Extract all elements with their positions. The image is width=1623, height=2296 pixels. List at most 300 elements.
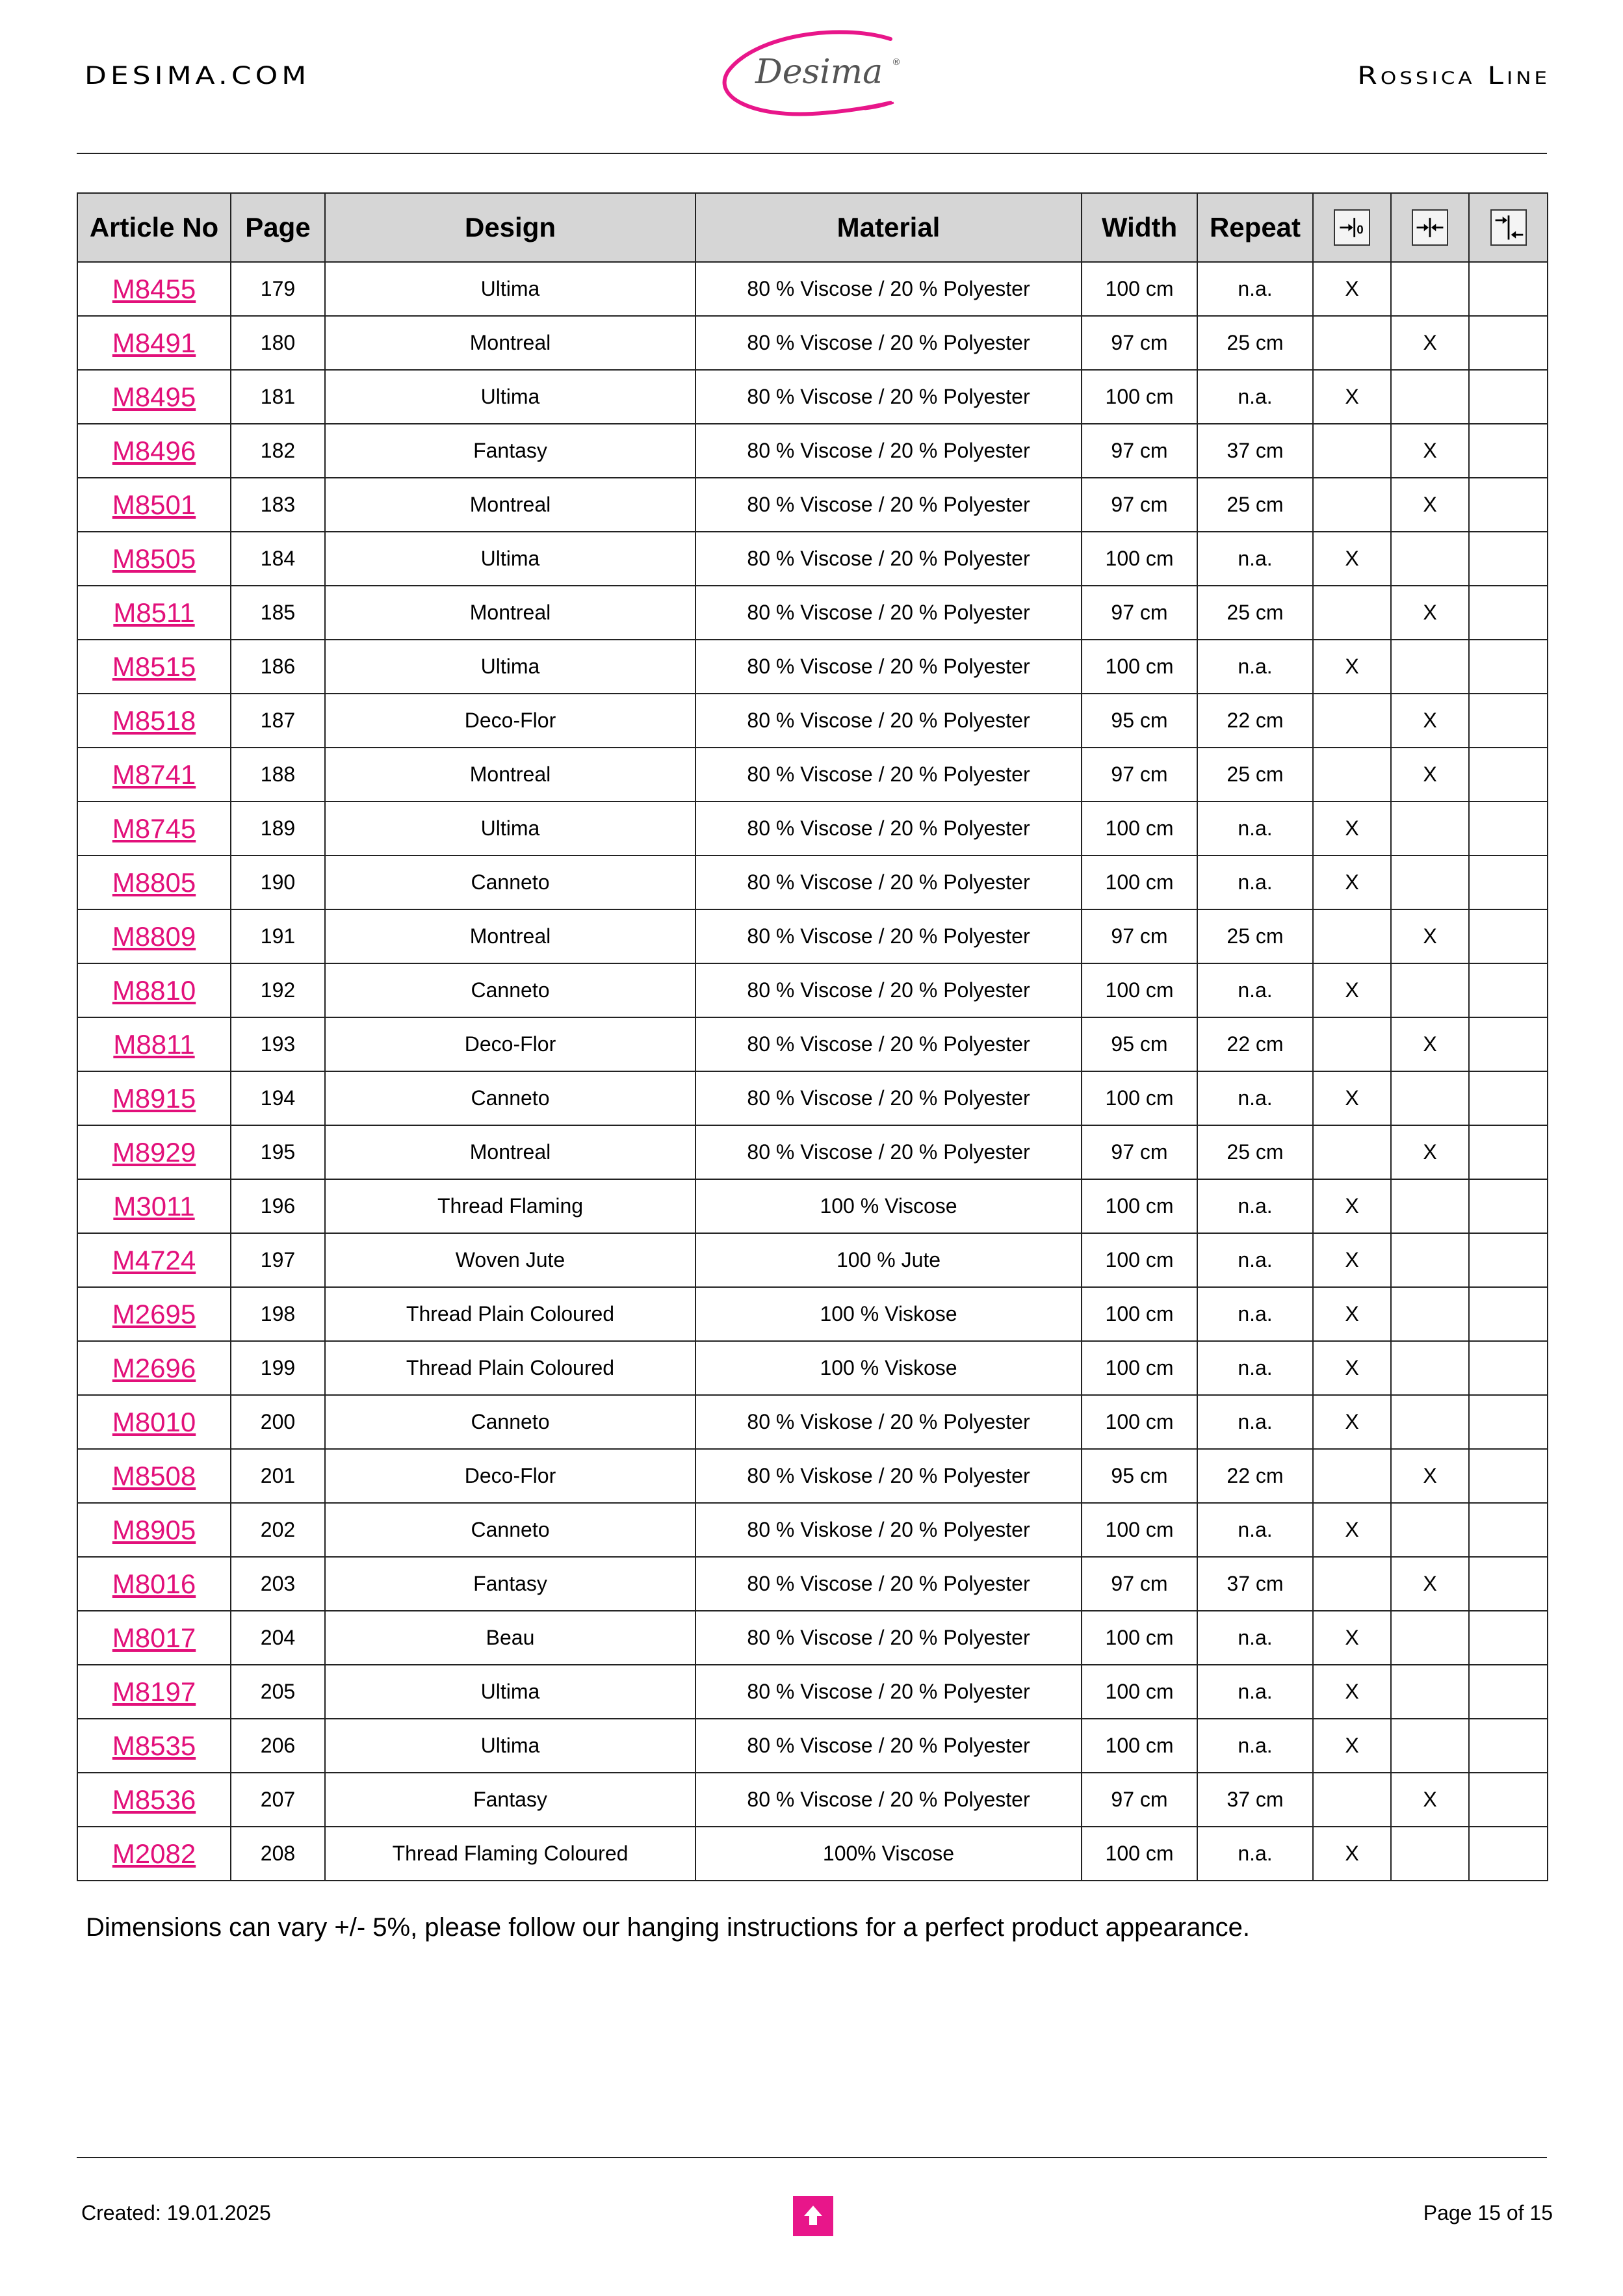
cell-repeat: 22 cm bbox=[1197, 1449, 1313, 1503]
cell-design: Montreal bbox=[325, 586, 695, 640]
cell-width: 100 cm bbox=[1082, 262, 1197, 316]
cell-straight-repeat-mark: X bbox=[1391, 316, 1469, 370]
cell-article-no bbox=[77, 1449, 231, 1503]
article-link[interactable]: M2082 bbox=[112, 1838, 196, 1869]
cell-design: Ultima bbox=[325, 1665, 695, 1719]
table-row bbox=[77, 370, 1548, 424]
cell-design: Canneto bbox=[325, 855, 695, 909]
cell-design: Ultima bbox=[325, 532, 695, 586]
svg-text:0: 0 bbox=[1357, 222, 1364, 237]
cell-no-repeat-mark bbox=[1313, 909, 1391, 963]
cell-design: Ultima bbox=[325, 1719, 695, 1773]
cell-repeat: n.a. bbox=[1197, 262, 1313, 316]
cell-no-repeat-mark: X bbox=[1313, 1503, 1391, 1557]
table-row bbox=[77, 586, 1548, 640]
cell-half-drop-mark bbox=[1469, 694, 1548, 748]
cell-repeat: n.a. bbox=[1197, 640, 1313, 694]
cell-design: Montreal bbox=[325, 909, 695, 963]
table-row bbox=[77, 748, 1548, 802]
cell-no-repeat-mark: X bbox=[1313, 1287, 1391, 1341]
cell-material: 100 % Viscose bbox=[695, 1179, 1082, 1233]
article-link[interactable]: M8496 bbox=[112, 435, 196, 466]
article-link[interactable]: M8805 bbox=[112, 867, 196, 898]
cell-half-drop-mark bbox=[1469, 316, 1548, 370]
cell-repeat: 22 cm bbox=[1197, 1017, 1313, 1071]
cell-article-no bbox=[77, 1179, 231, 1233]
article-link[interactable]: M8455 bbox=[112, 273, 196, 304]
cell-article-no bbox=[77, 1233, 231, 1287]
cell-page: 198 bbox=[231, 1287, 325, 1341]
cell-width: 100 cm bbox=[1082, 1233, 1197, 1287]
cell-material: 80 % Viscose / 20 % Polyester bbox=[695, 478, 1082, 532]
cell-page: 185 bbox=[231, 586, 325, 640]
arrow-up-icon bbox=[793, 2196, 833, 2236]
svg-text:®: ® bbox=[892, 57, 901, 68]
article-link[interactable]: M8741 bbox=[112, 759, 196, 790]
article-link[interactable]: M8515 bbox=[112, 651, 196, 682]
table-row bbox=[77, 1287, 1548, 1341]
table-row bbox=[77, 1341, 1548, 1395]
cell-material: 100% Viscose bbox=[695, 1827, 1082, 1881]
cell-repeat: n.a. bbox=[1197, 1341, 1313, 1395]
cell-design: Canneto bbox=[325, 1395, 695, 1449]
cell-repeat: 25 cm bbox=[1197, 909, 1313, 963]
article-link[interactable]: M2696 bbox=[112, 1352, 196, 1383]
cell-page: 202 bbox=[231, 1503, 325, 1557]
table-row bbox=[77, 963, 1548, 1017]
cell-page: 184 bbox=[231, 532, 325, 586]
cell-repeat: 25 cm bbox=[1197, 316, 1313, 370]
cell-straight-repeat-mark: X bbox=[1391, 1017, 1469, 1071]
article-link[interactable]: M8518 bbox=[112, 705, 196, 736]
cell-no-repeat-mark bbox=[1313, 1557, 1391, 1611]
cell-repeat: n.a. bbox=[1197, 1395, 1313, 1449]
cell-straight-repeat-mark bbox=[1391, 1827, 1469, 1881]
page-number: Page 15 of 15 bbox=[1423, 2201, 1553, 2224]
cell-repeat: n.a. bbox=[1197, 532, 1313, 586]
cell-material: 80 % Viscose / 20 % Polyester bbox=[695, 963, 1082, 1017]
cell-repeat: n.a. bbox=[1197, 963, 1313, 1017]
cell-width: 97 cm bbox=[1082, 1773, 1197, 1827]
cell-article-no bbox=[77, 802, 231, 855]
cell-page: 182 bbox=[231, 424, 325, 478]
cell-material: 80 % Viscose / 20 % Polyester bbox=[695, 532, 1082, 586]
article-link[interactable]: M8501 bbox=[112, 489, 196, 520]
cell-article-no bbox=[77, 1503, 231, 1557]
cell-straight-repeat-mark bbox=[1391, 1503, 1469, 1557]
straight-repeat-icon bbox=[1412, 209, 1448, 246]
table-row bbox=[77, 1017, 1548, 1071]
cell-design: Thread Plain Coloured bbox=[325, 1341, 695, 1395]
cell-straight-repeat-mark: X bbox=[1391, 909, 1469, 963]
cell-straight-repeat-mark: X bbox=[1391, 1773, 1469, 1827]
cell-straight-repeat-mark bbox=[1391, 963, 1469, 1017]
cell-repeat: 25 cm bbox=[1197, 586, 1313, 640]
cell-straight-repeat-mark: X bbox=[1391, 748, 1469, 802]
header-divider bbox=[77, 153, 1547, 154]
cell-article-no bbox=[77, 694, 231, 748]
cell-material: 80 % Viskose / 20 % Polyester bbox=[695, 1395, 1082, 1449]
cell-repeat: n.a. bbox=[1197, 1233, 1313, 1287]
cell-repeat: n.a. bbox=[1197, 1611, 1313, 1665]
cell-width: 97 cm bbox=[1082, 1125, 1197, 1179]
article-link[interactable]: M8810 bbox=[112, 974, 196, 1006]
cell-no-repeat-mark bbox=[1313, 1017, 1391, 1071]
table-row bbox=[77, 478, 1548, 532]
cell-width: 100 cm bbox=[1082, 640, 1197, 694]
cell-half-drop-mark bbox=[1469, 1719, 1548, 1773]
cell-half-drop-mark bbox=[1469, 424, 1548, 478]
article-link[interactable]: M8016 bbox=[112, 1568, 196, 1599]
cell-no-repeat-mark: X bbox=[1313, 532, 1391, 586]
cell-width: 100 cm bbox=[1082, 1341, 1197, 1395]
cell-straight-repeat-mark bbox=[1391, 1179, 1469, 1233]
cell-page: 188 bbox=[231, 748, 325, 802]
site-name: DESIMA.COM bbox=[84, 62, 311, 90]
cell-half-drop-mark bbox=[1469, 1017, 1548, 1071]
cell-no-repeat-mark bbox=[1313, 1125, 1391, 1179]
cell-article-no bbox=[77, 855, 231, 909]
header-width: Width bbox=[1082, 193, 1197, 262]
cell-no-repeat-mark: X bbox=[1313, 1665, 1391, 1719]
header-page: Page bbox=[231, 193, 325, 262]
cell-straight-repeat-mark bbox=[1391, 1071, 1469, 1125]
product-line-name: Rossica Line bbox=[1357, 62, 1550, 90]
cell-straight-repeat-mark bbox=[1391, 1395, 1469, 1449]
cell-straight-repeat-mark bbox=[1391, 1665, 1469, 1719]
article-table bbox=[77, 192, 1548, 1881]
created-date: Created: 19.01.2025 bbox=[81, 2201, 271, 2224]
cell-article-no bbox=[77, 909, 231, 963]
cell-half-drop-mark bbox=[1469, 1503, 1548, 1557]
article-link[interactable]: M8905 bbox=[112, 1514, 196, 1545]
cell-width: 100 cm bbox=[1082, 1503, 1197, 1557]
cell-no-repeat-mark bbox=[1313, 316, 1391, 370]
cell-article-no bbox=[77, 963, 231, 1017]
cell-material: 80 % Viscose / 20 % Polyester bbox=[695, 802, 1082, 855]
article-link[interactable]: M8811 bbox=[113, 1028, 195, 1060]
cell-design: Canneto bbox=[325, 963, 695, 1017]
cell-width: 97 cm bbox=[1082, 909, 1197, 963]
cell-straight-repeat-mark bbox=[1391, 370, 1469, 424]
cell-page: 180 bbox=[231, 316, 325, 370]
article-link[interactable]: M8809 bbox=[112, 920, 196, 952]
cell-material: 80 % Viscose / 20 % Polyester bbox=[695, 909, 1082, 963]
cell-width: 95 cm bbox=[1082, 1449, 1197, 1503]
table-row bbox=[77, 855, 1548, 909]
table-row bbox=[77, 1233, 1548, 1287]
cell-half-drop-mark bbox=[1469, 909, 1548, 963]
article-link[interactable]: M8929 bbox=[112, 1136, 196, 1168]
cell-page: 200 bbox=[231, 1395, 325, 1449]
cell-straight-repeat-mark: X bbox=[1391, 1125, 1469, 1179]
cell-half-drop-mark bbox=[1469, 1611, 1548, 1665]
cell-repeat: n.a. bbox=[1197, 1827, 1313, 1881]
article-link[interactable]: M8535 bbox=[112, 1730, 196, 1761]
cell-material: 80 % Viscose / 20 % Polyester bbox=[695, 1611, 1082, 1665]
cell-width: 100 cm bbox=[1082, 802, 1197, 855]
cell-no-repeat-mark bbox=[1313, 1449, 1391, 1503]
cell-material: 80 % Viscose / 20 % Polyester bbox=[695, 586, 1082, 640]
cell-page: 201 bbox=[231, 1449, 325, 1503]
cell-repeat: n.a. bbox=[1197, 1179, 1313, 1233]
cell-straight-repeat-mark bbox=[1391, 1233, 1469, 1287]
table-header-row bbox=[77, 193, 1548, 262]
cell-material: 80 % Viscose / 20 % Polyester bbox=[695, 316, 1082, 370]
cell-width: 97 cm bbox=[1082, 748, 1197, 802]
cell-page: 183 bbox=[231, 478, 325, 532]
header-material: Material bbox=[695, 193, 1082, 262]
cell-page: 193 bbox=[231, 1017, 325, 1071]
cell-straight-repeat-mark bbox=[1391, 1611, 1469, 1665]
half-drop-repeat-icon bbox=[1490, 209, 1527, 246]
article-link[interactable]: M2695 bbox=[112, 1298, 196, 1329]
cell-half-drop-mark bbox=[1469, 262, 1548, 316]
table-row bbox=[77, 1395, 1548, 1449]
footer-divider bbox=[77, 2157, 1547, 2158]
cell-material: 80 % Viscose / 20 % Polyester bbox=[695, 1773, 1082, 1827]
article-link[interactable]: M8536 bbox=[112, 1784, 196, 1815]
table-row bbox=[77, 1449, 1548, 1503]
cell-material: 80 % Viskose / 20 % Polyester bbox=[695, 1449, 1082, 1503]
cell-no-repeat-mark: X bbox=[1313, 370, 1391, 424]
cell-article-no bbox=[77, 262, 231, 316]
table-row bbox=[77, 1665, 1548, 1719]
cell-material: 80 % Viscose / 20 % Polyester bbox=[695, 855, 1082, 909]
cell-width: 100 cm bbox=[1082, 1665, 1197, 1719]
cell-no-repeat-mark: X bbox=[1313, 1611, 1391, 1665]
article-link[interactable]: M8017 bbox=[112, 1622, 196, 1653]
cell-design: Deco-Flor bbox=[325, 1449, 695, 1503]
cell-article-no bbox=[77, 1827, 231, 1881]
cell-design: Montreal bbox=[325, 316, 695, 370]
cell-design: Ultima bbox=[325, 370, 695, 424]
cell-repeat: n.a. bbox=[1197, 1665, 1313, 1719]
cell-straight-repeat-mark bbox=[1391, 1287, 1469, 1341]
article-link[interactable]: M8197 bbox=[112, 1676, 196, 1707]
cell-no-repeat-mark: X bbox=[1313, 640, 1391, 694]
cell-half-drop-mark bbox=[1469, 1557, 1548, 1611]
cell-no-repeat-mark: X bbox=[1313, 855, 1391, 909]
cell-half-drop-mark bbox=[1469, 370, 1548, 424]
cell-design: Ultima bbox=[325, 262, 695, 316]
header-design: Design bbox=[325, 193, 695, 262]
cell-article-no bbox=[77, 1773, 231, 1827]
article-link[interactable]: M8010 bbox=[112, 1406, 196, 1437]
cell-half-drop-mark bbox=[1469, 1071, 1548, 1125]
cell-material: 80 % Viscose / 20 % Polyester bbox=[695, 1017, 1082, 1071]
cell-page: 194 bbox=[231, 1071, 325, 1125]
cell-material: 80 % Viscose / 20 % Polyester bbox=[695, 370, 1082, 424]
article-link[interactable]: M8505 bbox=[112, 543, 196, 574]
cell-article-no bbox=[77, 1017, 231, 1071]
cell-page: 181 bbox=[231, 370, 325, 424]
cell-half-drop-mark bbox=[1469, 1179, 1548, 1233]
cell-half-drop-mark bbox=[1469, 640, 1548, 694]
table-row bbox=[77, 532, 1548, 586]
cell-straight-repeat-mark bbox=[1391, 1341, 1469, 1395]
table-row bbox=[77, 640, 1548, 694]
header-no-repeat bbox=[1313, 193, 1391, 262]
cell-design: Ultima bbox=[325, 640, 695, 694]
cell-repeat: 25 cm bbox=[1197, 478, 1313, 532]
cell-design: Beau bbox=[325, 1611, 695, 1665]
cell-article-no bbox=[77, 1125, 231, 1179]
cell-straight-repeat-mark bbox=[1391, 532, 1469, 586]
cell-material: 80 % Viscose / 20 % Polyester bbox=[695, 1557, 1082, 1611]
cell-half-drop-mark bbox=[1469, 1827, 1548, 1881]
no-repeat-icon bbox=[1334, 209, 1370, 246]
cell-half-drop-mark bbox=[1469, 1395, 1548, 1449]
cell-no-repeat-mark: X bbox=[1313, 1827, 1391, 1881]
cell-page: 203 bbox=[231, 1557, 325, 1611]
article-link[interactable]: M8508 bbox=[112, 1460, 196, 1491]
cell-design: Deco-Flor bbox=[325, 694, 695, 748]
article-link[interactable]: M8915 bbox=[112, 1082, 196, 1114]
cell-no-repeat-mark: X bbox=[1313, 802, 1391, 855]
cell-design: Canneto bbox=[325, 1071, 695, 1125]
cell-no-repeat-mark: X bbox=[1313, 262, 1391, 316]
cell-no-repeat-mark bbox=[1313, 748, 1391, 802]
cell-design: Woven Jute bbox=[325, 1233, 695, 1287]
cell-width: 100 cm bbox=[1082, 963, 1197, 1017]
cell-repeat: n.a. bbox=[1197, 370, 1313, 424]
cell-page: 186 bbox=[231, 640, 325, 694]
table-row bbox=[77, 1071, 1548, 1125]
cell-repeat: n.a. bbox=[1197, 802, 1313, 855]
cell-half-drop-mark bbox=[1469, 1449, 1548, 1503]
table-row bbox=[77, 316, 1548, 370]
table-row bbox=[77, 1503, 1548, 1557]
cell-no-repeat-mark: X bbox=[1313, 1233, 1391, 1287]
cell-article-no bbox=[77, 370, 231, 424]
cell-width: 100 cm bbox=[1082, 855, 1197, 909]
header-article-no: Article No bbox=[77, 193, 231, 262]
cell-article-no bbox=[77, 532, 231, 586]
cell-repeat: 25 cm bbox=[1197, 748, 1313, 802]
cell-page: 207 bbox=[231, 1773, 325, 1827]
cell-width: 97 cm bbox=[1082, 424, 1197, 478]
table-row bbox=[77, 802, 1548, 855]
cell-no-repeat-mark bbox=[1313, 424, 1391, 478]
table-row bbox=[77, 1827, 1548, 1881]
cell-material: 80 % Viscose / 20 % Polyester bbox=[695, 640, 1082, 694]
cell-design: Thread Flaming Coloured bbox=[325, 1827, 695, 1881]
table-row bbox=[77, 1125, 1548, 1179]
cell-repeat: n.a. bbox=[1197, 1287, 1313, 1341]
cell-design: Deco-Flor bbox=[325, 1017, 695, 1071]
cell-no-repeat-mark: X bbox=[1313, 1071, 1391, 1125]
cell-width: 97 cm bbox=[1082, 316, 1197, 370]
cell-half-drop-mark bbox=[1469, 1125, 1548, 1179]
cell-material: 80 % Viscose / 20 % Polyester bbox=[695, 1071, 1082, 1125]
cell-half-drop-mark bbox=[1469, 478, 1548, 532]
cell-width: 100 cm bbox=[1082, 1827, 1197, 1881]
cell-material: 80 % Viscose / 20 % Polyester bbox=[695, 748, 1082, 802]
header-half-drop-repeat bbox=[1469, 193, 1548, 262]
cell-straight-repeat-mark bbox=[1391, 262, 1469, 316]
cell-no-repeat-mark: X bbox=[1313, 963, 1391, 1017]
cell-repeat: 22 cm bbox=[1197, 694, 1313, 748]
cell-straight-repeat-mark: X bbox=[1391, 1557, 1469, 1611]
cell-article-no bbox=[77, 1287, 231, 1341]
cell-page: 179 bbox=[231, 262, 325, 316]
cell-page: 205 bbox=[231, 1665, 325, 1719]
cell-page: 208 bbox=[231, 1827, 325, 1881]
article-link[interactable]: M8511 bbox=[113, 597, 195, 628]
table-row bbox=[77, 1179, 1548, 1233]
header-repeat: Repeat bbox=[1197, 193, 1313, 262]
table-row bbox=[77, 909, 1548, 963]
cell-no-repeat-mark: X bbox=[1313, 1179, 1391, 1233]
cell-design: Fantasy bbox=[325, 424, 695, 478]
article-link[interactable]: M3011 bbox=[113, 1190, 195, 1221]
dimensions-note: Dimensions can vary +/- 5%, please follow our hanging instructions for a perfect product appearance. bbox=[86, 1913, 1250, 1942]
cell-straight-repeat-mark: X bbox=[1391, 478, 1469, 532]
cell-article-no bbox=[77, 1071, 231, 1125]
article-link[interactable]: M8745 bbox=[112, 813, 196, 844]
cell-half-drop-mark bbox=[1469, 1233, 1548, 1287]
cell-repeat: 25 cm bbox=[1197, 1125, 1313, 1179]
table-row bbox=[77, 694, 1548, 748]
svg-text:Desima: Desima bbox=[755, 53, 883, 92]
table-row bbox=[77, 1773, 1548, 1827]
cell-page: 206 bbox=[231, 1719, 325, 1773]
cell-article-no bbox=[77, 1557, 231, 1611]
cell-repeat: 37 cm bbox=[1197, 1557, 1313, 1611]
table-row bbox=[77, 1611, 1548, 1665]
cell-width: 97 cm bbox=[1082, 586, 1197, 640]
cell-no-repeat-mark bbox=[1313, 586, 1391, 640]
cell-page: 197 bbox=[231, 1233, 325, 1287]
article-link[interactable]: M8495 bbox=[112, 381, 196, 412]
article-link[interactable]: M8491 bbox=[112, 327, 196, 358]
cell-material: 80 % Viscose / 20 % Polyester bbox=[695, 424, 1082, 478]
header-straight-repeat bbox=[1391, 193, 1469, 262]
article-link[interactable]: M4724 bbox=[112, 1244, 196, 1275]
cell-article-no bbox=[77, 1719, 231, 1773]
cell-page: 190 bbox=[231, 855, 325, 909]
cell-half-drop-mark bbox=[1469, 963, 1548, 1017]
cell-width: 100 cm bbox=[1082, 370, 1197, 424]
cell-page: 187 bbox=[231, 694, 325, 748]
cell-width: 100 cm bbox=[1082, 532, 1197, 586]
cell-no-repeat-mark bbox=[1313, 478, 1391, 532]
cell-material: 80 % Viskose / 20 % Polyester bbox=[695, 1503, 1082, 1557]
cell-article-no bbox=[77, 1611, 231, 1665]
back-to-top-button[interactable] bbox=[793, 2196, 833, 2236]
cell-straight-repeat-mark: X bbox=[1391, 694, 1469, 748]
cell-article-no bbox=[77, 478, 231, 532]
cell-width: 100 cm bbox=[1082, 1395, 1197, 1449]
cell-design: Fantasy bbox=[325, 1773, 695, 1827]
cell-width: 100 cm bbox=[1082, 1071, 1197, 1125]
cell-repeat: 37 cm bbox=[1197, 424, 1313, 478]
cell-page: 192 bbox=[231, 963, 325, 1017]
cell-design: Fantasy bbox=[325, 1557, 695, 1611]
table-row bbox=[77, 1719, 1548, 1773]
cell-page: 189 bbox=[231, 802, 325, 855]
cell-half-drop-mark bbox=[1469, 1665, 1548, 1719]
cell-repeat: n.a. bbox=[1197, 1503, 1313, 1557]
cell-width: 95 cm bbox=[1082, 694, 1197, 748]
cell-article-no bbox=[77, 316, 231, 370]
cell-article-no bbox=[77, 748, 231, 802]
cell-straight-repeat-mark: X bbox=[1391, 586, 1469, 640]
cell-material: 80 % Viscose / 20 % Polyester bbox=[695, 1719, 1082, 1773]
cell-design: Montreal bbox=[325, 748, 695, 802]
cell-page: 204 bbox=[231, 1611, 325, 1665]
